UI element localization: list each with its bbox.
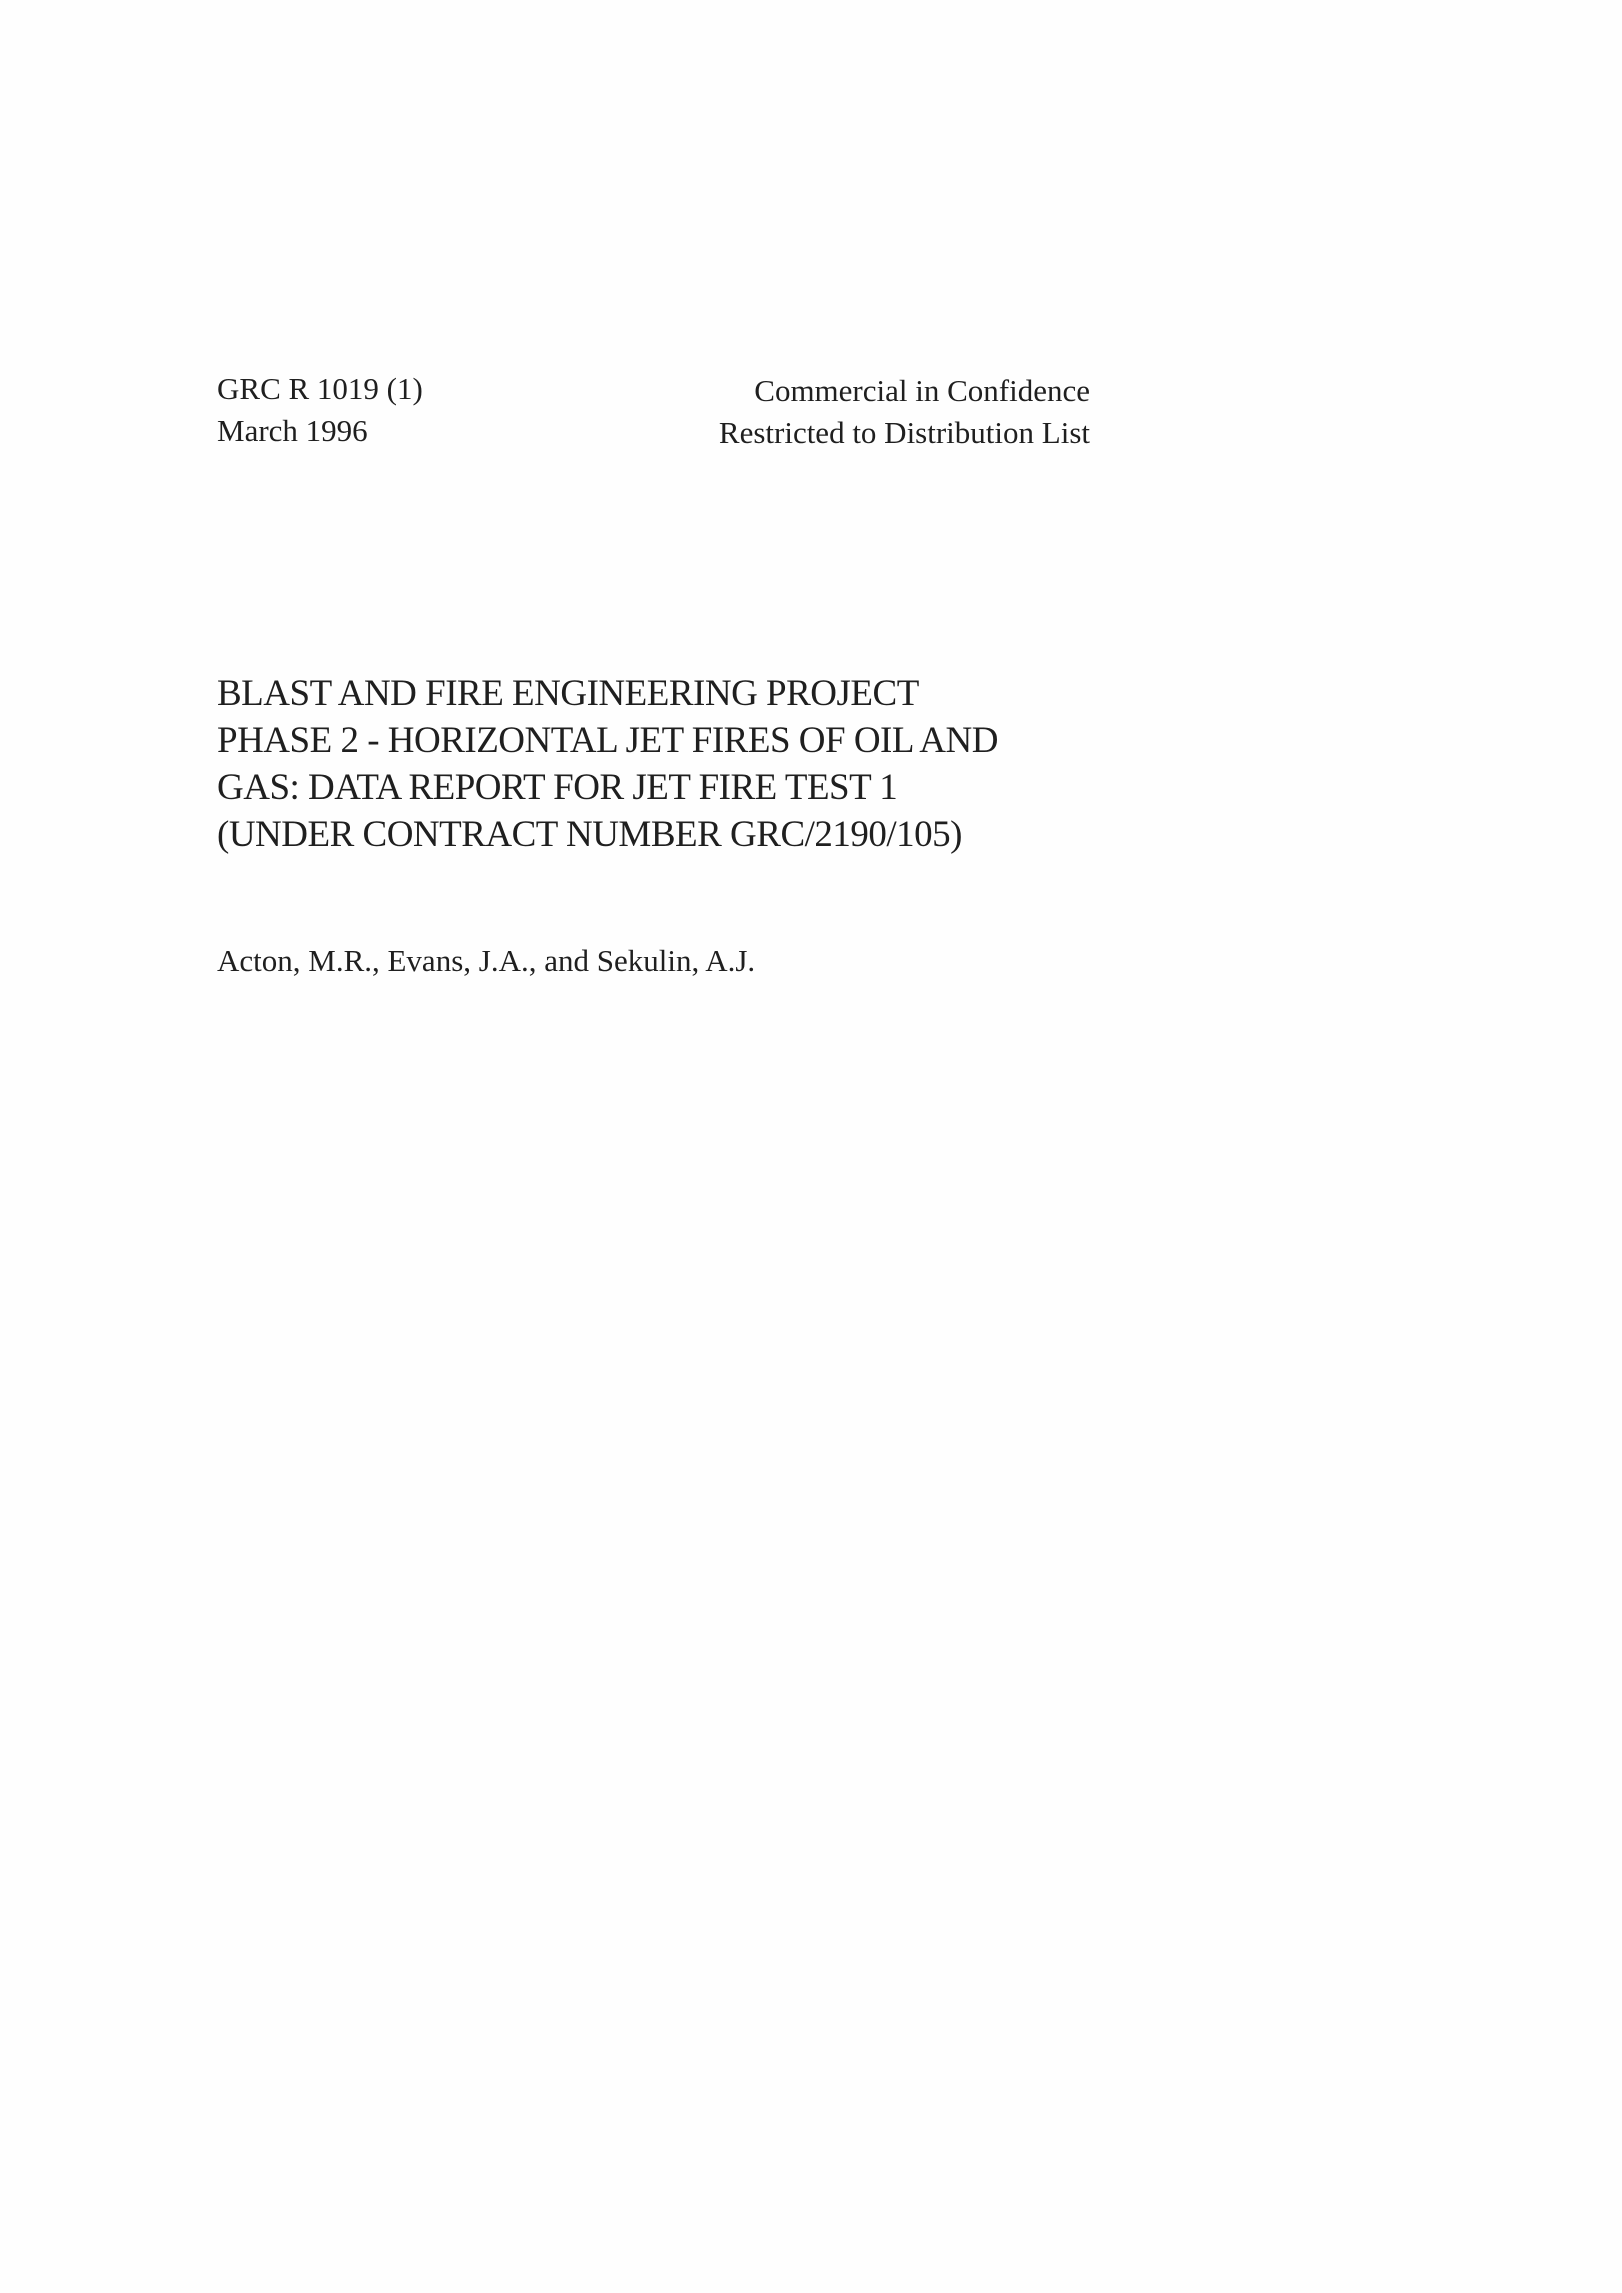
distribution-label: Restricted to Distribution List: [718, 415, 1090, 450]
confidentiality-label: Commercial in Confidence: [754, 373, 1090, 408]
title-line: PHASE 2 - HORIZONTAL JET FIRES OF OIL AND: [217, 720, 998, 761]
report-authors: Acton, M.R., Evans, J.A., and Sekulin, A.J.: [217, 943, 756, 978]
title-line: (UNDER CONTRACT NUMBER GRC/2190/105): [217, 814, 962, 855]
title-line: GAS: DATA REPORT FOR JET FIRE TEST 1: [217, 767, 898, 808]
title-line: BLAST AND FIRE ENGINEERING PROJECT: [217, 673, 919, 714]
report-reference-block: [217, 368, 423, 452]
report-number: GRC R 1019 (1): [217, 371, 423, 406]
report-title: [217, 670, 1117, 858]
classification-block: [719, 370, 1090, 454]
report-date: March 1996: [217, 413, 368, 448]
